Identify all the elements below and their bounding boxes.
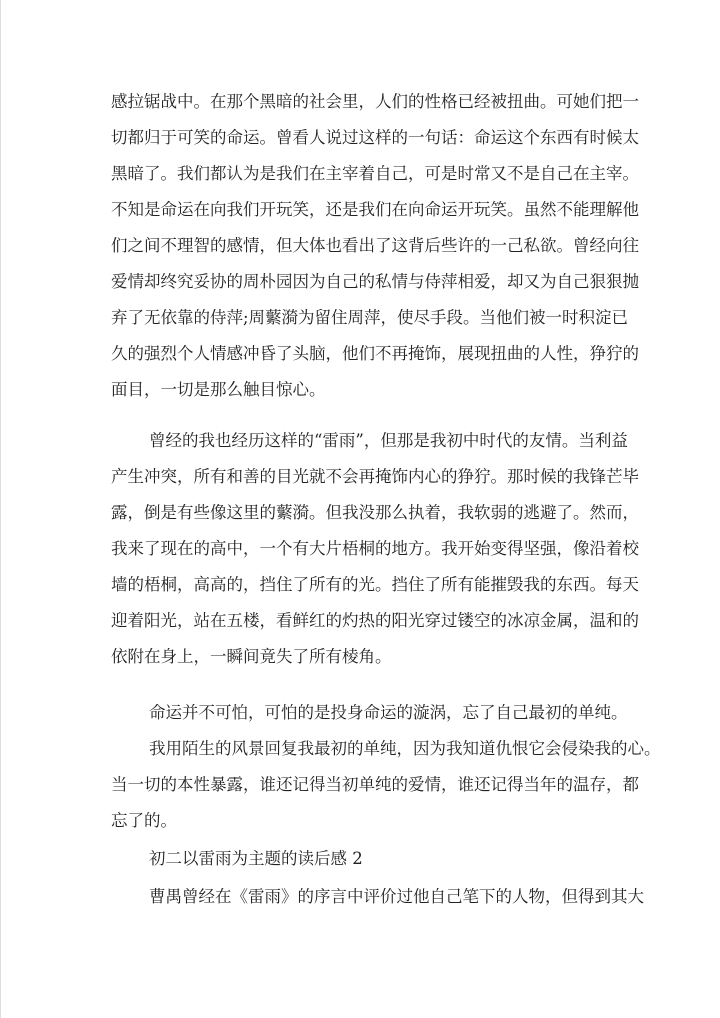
text-line: 我来了现在的高中，一个有大片梧桐的地方。我开始变得坚强，像沿着校 bbox=[111, 539, 639, 558]
paragraph-1 bbox=[111, 84, 639, 408]
text-line: 当一切的本性暴露，谁还记得当初单纯的爱情，谁还记得当年的温存，都 bbox=[111, 775, 639, 794]
document-body bbox=[111, 84, 661, 915]
heading-text: 初二以雷雨为主题的读后感 2 bbox=[149, 849, 363, 868]
text-line: 面目，一切是那么触目惊心。 bbox=[111, 380, 326, 399]
text-line: 曹禺曾经在《雷雨》的序言中评价过他自己笔下的人物，但得到其大 bbox=[149, 887, 644, 906]
text-line: 产生冲突，所有和善的目光就不会再掩饰内心的狰狞。那时候的我锋芒毕 bbox=[111, 467, 639, 486]
text-line: 不知是命运在向我们开玩笑，还是我们在向命运开玩笑。虽然不能理解他 bbox=[111, 200, 639, 219]
text-line: 切都归于可笑的命运。曾看人说过这样的一句话：命运这个东西有时候太 bbox=[111, 128, 639, 147]
text-line: 我用陌生的风景回复我最初的单纯，因为我知道仇恨它会侵染我的心。 bbox=[149, 739, 661, 758]
text-line: 黑暗了。我们都认为是我们在主宰着自己，可是时常又不是自己在主宰。 bbox=[111, 164, 639, 183]
section-heading bbox=[111, 841, 613, 877]
text-line: 们之间不理智的感情，但大体也看出了这背后些许的一己私欲。曾经向往 bbox=[111, 236, 639, 255]
text-line: 命运并不可怕，可怕的是投身命运的漩涡，忘了自己最初的单纯。 bbox=[149, 703, 628, 722]
text-line: 久的强烈个人情感冲昏了头脑，他们不再掩饰，展现扭曲的人性，狰狞的 bbox=[111, 344, 639, 363]
text-line: 墙的梧桐，高高的，挡住了所有的光。挡住了所有能摧毁我的东西。每天 bbox=[111, 575, 639, 594]
text-line: 爱情却终究妥协的周朴园因为自己的私情与侍萍相爱，却又为自己狠狠抛 bbox=[111, 272, 639, 291]
text-line: 感拉锯战中。在那个黑暗的社会里，人们的性格已经被扭曲。可她们把一 bbox=[111, 92, 639, 111]
text-line: 忘了的。 bbox=[111, 811, 177, 830]
text-line: 迎着阳光，站在五楼，看鲜红的灼热的阳光穿过镂空的冰凉金属，温和的 bbox=[111, 611, 639, 630]
text-line: 曾经的我也经历这样的“雷雨”，但那是我初中时代的友情。当利益 bbox=[149, 431, 628, 450]
text-line: 露，倒是有些像这里的蘩漪。但我没那么执着，我软弱的逃避了。然而， bbox=[111, 503, 639, 522]
paragraph-4 bbox=[111, 731, 661, 839]
paragraph-2 bbox=[111, 423, 639, 675]
text-line: 弃了无依靠的侍萍;周蘩漪为留住周萍，使尽手段。当他们被一时积淀已 bbox=[111, 308, 629, 327]
paragraph-5 bbox=[111, 879, 644, 915]
text-line: 依附在身上，一瞬间竟失了所有棱角。 bbox=[111, 647, 392, 666]
paragraph-3 bbox=[111, 695, 628, 731]
